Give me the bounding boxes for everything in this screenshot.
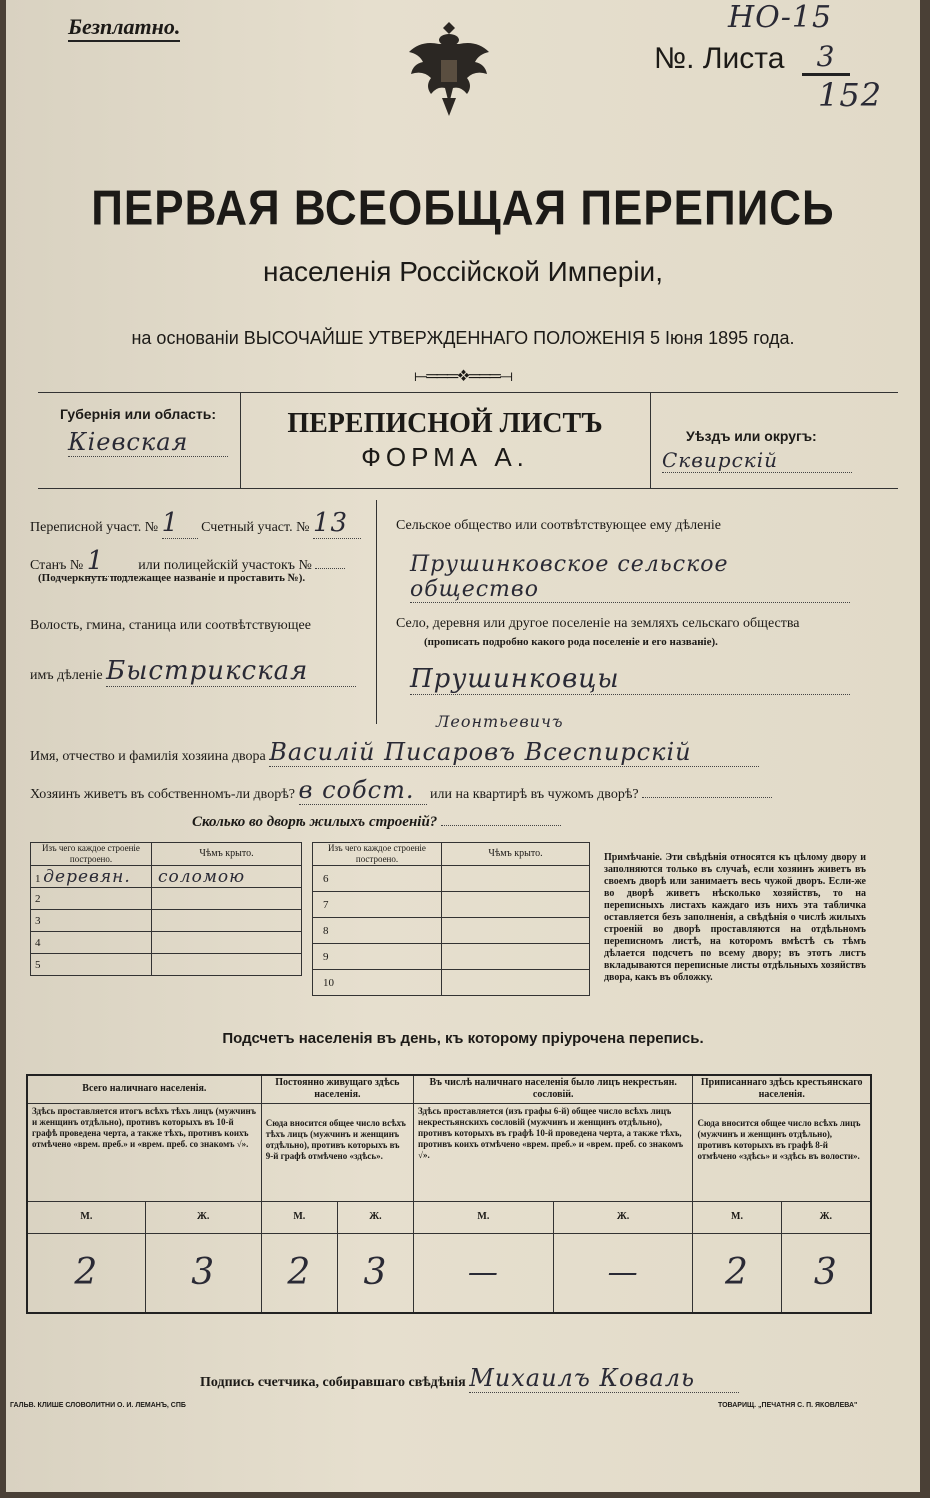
form-divider-right [650,392,651,488]
volost-field: имъ дѣленіе Быстрикская [30,656,356,687]
village-value: Прушинковцы [410,664,850,695]
col-built-header: Изъ чего каждое строеніе построено. [313,843,442,866]
village-note: (прописать подробно какого рода поселеніе и его названіе). [424,636,718,648]
buildings-table-right [312,842,590,996]
society-value: Прушинковское сельское общество [410,552,850,603]
village-label: Село, деревня или другое поселеніе на земляхъ сельскаго общества [396,616,800,631]
census-section-field: Переписной участ. № 1 Счетный участ. № 13 [30,508,361,539]
count-value: 2 [27,1233,145,1313]
form-title: ПЕРЕПИСНОЙ ЛИСТЪ [287,408,603,439]
stan-note: (Подчеркнуть подлежащее названіе и проставить №). [38,572,306,584]
province-label: Губернія или область: [60,406,217,422]
count-col-head: Постоянно живущаго здѣсь населенія. [261,1075,413,1103]
sheet-number-label: №. Листа [654,42,785,75]
form-bottom-rule [38,488,898,489]
count-value: 3 [337,1233,413,1313]
corner-note-2: 152 [818,76,883,114]
count-value: 3 [781,1233,871,1313]
form-subtitle: ФОРМА А. [361,442,529,472]
table-cell: соломою [152,866,302,888]
province-value: Кіевская [68,428,228,457]
count-value: 2 [261,1233,337,1313]
signature-field: Подпись счетчика, собиравшаго свѣдѣнія Михаилъ Коваль [200,1364,739,1393]
table-row: 6 [313,866,442,892]
m-header: М. [414,1201,554,1233]
table-row: 1 деревян. [31,866,152,888]
count-section-title: Подсчетъ населенія въ день, къ которому пріурочена перепись. [222,1030,704,1047]
page-title: ПЕРВАЯ ВСЕОБЩАЯ ПЕРЕПИСЬ [91,181,835,236]
count-col-head: Приписаннаго здѣсь крестьянскаго населенія. [693,1075,871,1103]
corner-note-1: НО-15 [728,0,833,35]
col-roof-header: Чѣмъ крыто. [442,843,590,866]
count-value: — [553,1233,693,1313]
census-sheet [6,0,920,1492]
buildings-table-left [30,842,302,976]
count-value: 3 [145,1233,261,1313]
table-row: 7 [313,892,442,918]
form-divider-left [240,392,241,488]
table-row: 9 [313,944,442,970]
footer-left: ГАЛЬВ. КЛИШЕ СЛОВОЛИТНИ О. И. ЛЕМАНЪ, СПБ [10,1402,186,1409]
table-row: 10 [313,970,442,996]
m-header: М. [261,1201,337,1233]
count-value: 2 [693,1233,781,1313]
m-header: М. [693,1201,781,1233]
form-top-rule [38,392,898,393]
zh-header: Ж. [145,1201,261,1233]
owner-name-field: Имя, отчество и фамилія хозяина двора Василій Писаровъ Всеспирскій [30,738,759,767]
page-subtitle: населенія Россійской Имперіи, [263,256,663,287]
table-row: 2 [31,888,152,910]
district-label: Уѣздъ или округъ: [686,428,817,444]
count-col-desc: Сюда вносится общее число всѣхъ лицъ (мужчинъ и женщинъ отдѣльно), противъ которыхъ въ графѣ 8-й отмѣчено «здѣсь» и «здѣсь въ волости». [693,1103,871,1201]
sheet-number-value: 3 [802,40,850,76]
free-label: Безплатно. [68,14,180,42]
count-table [26,1074,872,1314]
zh-header: Ж. [553,1201,693,1233]
stan-field: Станъ № 1 или полицейскій участокъ № [30,546,345,577]
ornament-divider: ⟝═══❖═══⟞ [413,368,513,385]
footer-right: ТОВАРИЩ. „ПЕЧАТНЯ С. П. ЯКОВЛЕВА" [718,1402,858,1409]
table-row: 4 [31,932,152,954]
coat-of-arms-icon [406,14,492,124]
middle-divider [376,500,377,724]
table-row: 8 [313,918,442,944]
count-col-head: Всего наличнаго населенія. [27,1075,261,1103]
count-col-desc: Здѣсь проставляется итогъ всѣхъ тѣхъ лицъ (мужчинъ и женщинъ отдѣльно), противъ которыхъ въ 10-й графѣ проведена черта, а также тѣхъ, противъ коихъ отмѣчено «врем. преб.» и «врем. преб. со знакомъ √». [27,1103,261,1201]
col-roof-header: Чѣмъ крыто. [152,843,302,866]
count-col-head: Въ числѣ наличнаго населенія было лицъ некрестьян. сословій. [414,1075,693,1103]
society-label: Сельское общество или соотвѣтствующее ему дѣленіе [396,518,721,533]
remark-note: Примѣчаніе. Эти свѣдѣнія относятся къ цѣлому двору и заполняются только въ случаѣ, если хозяинъ живетъ въ своемъ дворѣ или занимаетъ весь чужой дворъ. Если-же во дворѣ живетъ нѣсколько хозяйствъ, то на переписныхъ листахъ каждаго изъ нихъ эта табличка оставляется безъ заполненія, а свѣдѣнія о числѣ жилыхъ строеній во дворѣ проставляются на отдѣльномъ переписномъ листѣ, на которомъ вмѣстѣ съ тѣмъ дѣлается подсчетъ по всему двору; въ этотъ листъ вкладываются переписные листы отдѣльныхъ хозяйствъ двора, какъ въ обложку. [604,852,866,983]
zh-header: Ж. [781,1201,871,1233]
m-header: М. [27,1201,145,1233]
count-col-desc: Здѣсь проставляется (изъ графы 6-й) общее число всѣхъ лицъ некрестьянскихъ сословій (мужчинъ и женщинъ отдѣльно), противъ которыхъ въ графѣ 10-й проведена черта, а также тѣхъ, противъ коихъ отмѣчено «врем. преб.» и «врем. преб. со знакомъ √». [414,1103,693,1201]
district-value: Сквирскій [662,448,852,473]
count-col-desc: Сюда вносится общее число всѣхъ тѣхъ лицъ (мужчинъ и женщинъ отдѣльно), противъ которыхъ въ 9-й графѣ отмѣчено «здѣсь». [261,1103,413,1201]
buildings-question: Сколько во дворѣ жилыхъ строеній? [192,814,561,831]
table-row: 5 [31,954,152,976]
legal-basis: на основаніи ВЫСОЧАЙШЕ УТВЕРЖДЕННАГО ПОЛОЖЕНІЯ 5 Іюня 1895 года. [131,328,795,348]
count-value: — [414,1233,554,1313]
col-built-header: Изъ чего каждое строеніе построено. [31,843,152,866]
owner-name-above: Леонтьевичъ [436,712,564,731]
owner-lives-field: Хозяинъ живетъ въ собственномъ-ли дворѣ? в собст. или на квартирѣ въ чужомъ дворѣ? [30,776,772,805]
volost-label-line1: Волость, гмина, станица или соотвѣтствующее [30,618,311,633]
zh-header: Ж. [337,1201,413,1233]
table-row: 3 [31,910,152,932]
